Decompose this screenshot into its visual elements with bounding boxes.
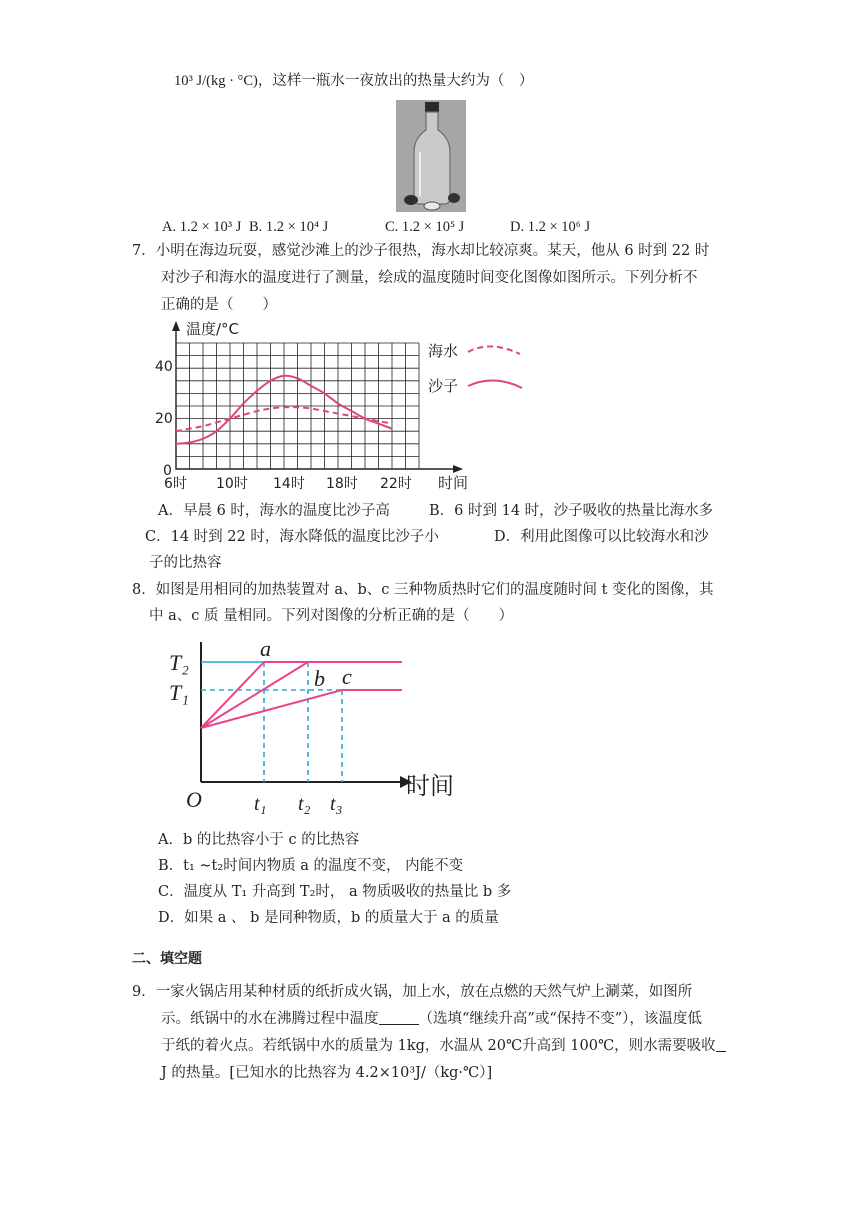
q7-line3: 正确的是（ ） bbox=[161, 297, 277, 313]
chart-y-arrow bbox=[172, 321, 180, 331]
chart-xtick-14: 14时 bbox=[273, 476, 305, 492]
chart-xtick-6: 6时 bbox=[164, 476, 187, 492]
label-T2: T₂ bbox=[169, 650, 189, 675]
q8-line2: 中 a、c 质 量相同。下列对图像的分析正确的是（ ） bbox=[149, 608, 514, 624]
q9-line1: 9．一家火锅店用某种材质的纸折成火锅，加上水，放在点燃的天然气炉上涮菜，如图所 bbox=[132, 984, 693, 1000]
chart-x-arrow bbox=[453, 465, 463, 473]
q6-option-c: C. 1.2 × 10⁵ J bbox=[385, 219, 465, 235]
q9-line3-a: 于纸的着火点。若纸锅中水的质量为 1kg，水温从 20℃升高到 100℃，则水需要吸收 bbox=[161, 1038, 716, 1054]
q6-option-d: D. 1.2 × 10⁶ J bbox=[510, 219, 591, 235]
heating-chart bbox=[164, 634, 464, 824]
q7-option-a: A．早晨 6 时，海水的温度比沙子高 bbox=[158, 503, 390, 519]
legend-sand-swatch bbox=[468, 380, 522, 388]
chart-grid bbox=[176, 343, 419, 469]
q7-option-d1: D．利用此图像可以比较海水和沙 bbox=[494, 529, 709, 545]
q9-line2-b: （选填“继续升高”或“保持不变”），该温度低 bbox=[418, 1011, 702, 1027]
q9-line2 bbox=[161, 1008, 702, 1030]
q8-option-d: D．如果 a 、 b 是同种物质，b 的质量大于 a 的质量 bbox=[158, 910, 499, 926]
q8-option-c: C．温度从 T₁ 升高到 T₂时， a 物质吸收的热量比 b 多 bbox=[158, 884, 512, 900]
q9-line4: J 的热量。[已知水的比热容为 4.2×10³J/（kg·℃）] bbox=[161, 1065, 493, 1081]
q7-option-b: B．6 时到 14 时，沙子吸收的热量比海水多 bbox=[429, 503, 714, 519]
tick-t3: t₃ bbox=[330, 793, 343, 815]
q8-line1: 8．如图是用相同的加热装置对 a、b、c 三种物质热时它们的温度随时间 t 变化的图像，其 bbox=[132, 582, 714, 598]
q9-line3 bbox=[161, 1035, 726, 1057]
chart-xtick-18: 18时 bbox=[326, 476, 358, 492]
q7-option-d2: 子的比热容 bbox=[149, 555, 222, 571]
chart-ytick-20: 20 bbox=[155, 411, 173, 427]
q8-option-a: A．b 的比热容小于 c 的比热容 bbox=[158, 832, 360, 848]
q6-option-a: A. 1.2 × 10³ J bbox=[162, 219, 242, 235]
legend-sea-swatch bbox=[468, 346, 520, 354]
section-title: 二、填空题 bbox=[132, 951, 202, 967]
q8-option-b: B．t₁ ~t₂时间内物质 a 的温度不变， 内能不变 bbox=[158, 858, 464, 874]
chart-origin: 0 bbox=[163, 463, 172, 479]
q7-line1: 7．小明在海边玩耍，感觉沙滩上的沙子很热，海水却比较凉爽。某天，他从 6 时到 22 时 bbox=[132, 243, 710, 259]
label-c: c bbox=[342, 664, 352, 689]
chart-axis-lines bbox=[176, 323, 461, 469]
chart-xtick-10: 10时 bbox=[216, 476, 248, 492]
label-origin: O bbox=[186, 787, 202, 812]
label-a: a bbox=[260, 636, 271, 661]
tick-t2: t₂ bbox=[298, 793, 311, 815]
label-b: b bbox=[314, 666, 325, 691]
temperature-chart bbox=[150, 316, 530, 492]
tick-t1: t₁ bbox=[254, 793, 267, 815]
q7-option-c: C．14 时到 22 时，海水降低的温度比沙子小 bbox=[145, 529, 439, 545]
q9-line2-a: 示。纸锅中的水在沸腾过程中温度 bbox=[161, 1011, 379, 1027]
bottle-photo bbox=[396, 100, 466, 212]
q7-line2: 对沙子和海水的温度进行了测量，绘成的温度随时间变化图像如图所示。下列分析不 bbox=[161, 270, 698, 286]
answer-blank-1[interactable] bbox=[379, 1010, 419, 1025]
chart-xtick-22: 22时 bbox=[380, 476, 412, 492]
chart-ylabel: 温度/°C bbox=[186, 320, 240, 338]
legend-sea-label: 海水 bbox=[428, 342, 459, 360]
legend-sand-label: 沙子 bbox=[428, 377, 459, 395]
label-T1: T₁ bbox=[169, 680, 189, 705]
series-a bbox=[201, 662, 402, 728]
axis-x-label: 时间 bbox=[406, 772, 454, 800]
answer-blank-2[interactable] bbox=[716, 1037, 726, 1052]
chart-xlabel: 时间 bbox=[438, 474, 469, 492]
q6-option-b: B. 1.2 × 10⁴ J bbox=[249, 219, 329, 235]
chart-ytick-40: 40 bbox=[155, 359, 173, 375]
q6-stem: 10³ J/(kg · °C)，这样一瓶水一夜放出的热量大约为（ ） bbox=[174, 73, 534, 89]
